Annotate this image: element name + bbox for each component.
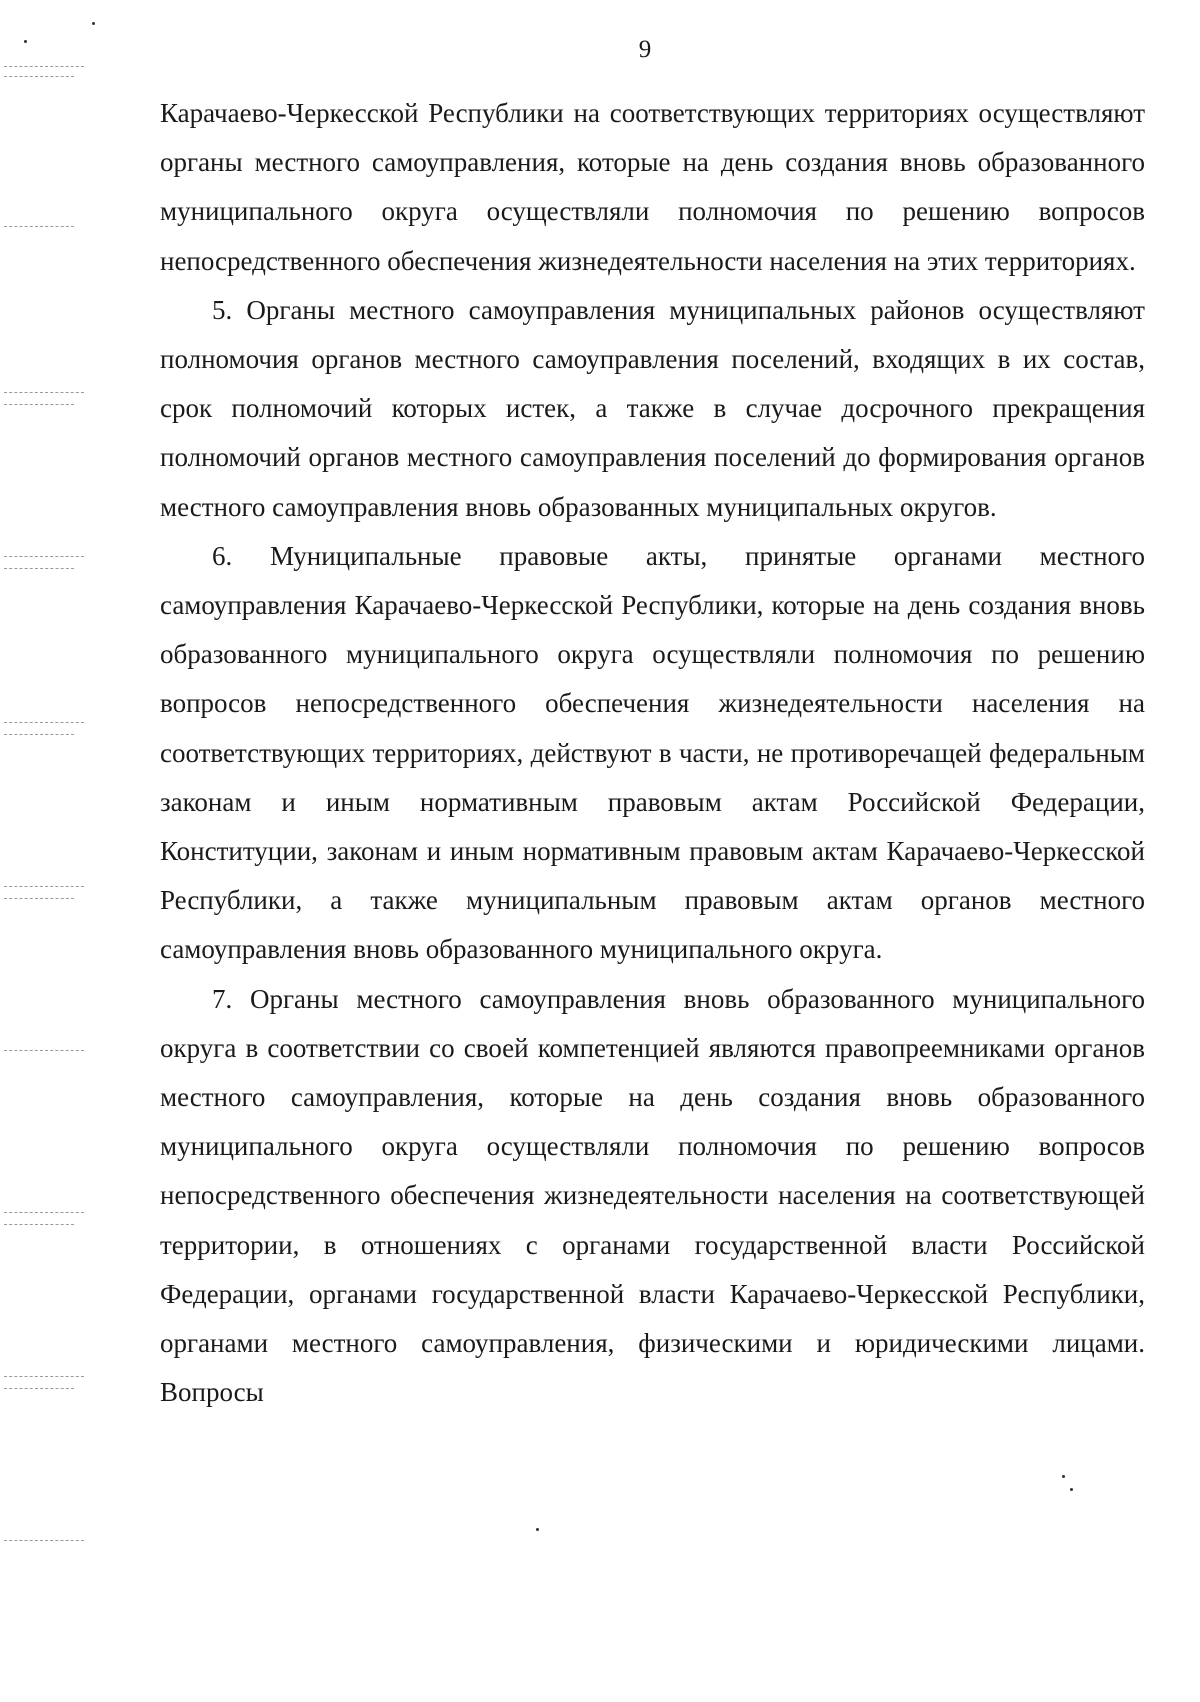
- scan-mark: [4, 568, 74, 569]
- scan-mark: [4, 1376, 84, 1377]
- scan-mark: [4, 722, 84, 723]
- paragraph-6: 6. Муниципальные правовые акты, принятые органами местного самоуправления Карачаево-Черкесской Республики, которые на день создания вновь образованного муниципального округа осуществляли полномочия по решению вопросов непосредственного обеспечения жизнедеятельности населения на соответствующих территориях, действуют в части, не противоречащей федеральным законам и иным нормативным правовым актам Российской Федерации, Конституции, законам и иным нормативным правовым актам Карачаево-Черкесской Республики, а также муниципальным правовым актам органов местного самоуправления вновь образованного муниципального округа.: [160, 540, 1145, 965]
- scan-mark: [4, 1212, 84, 1213]
- scan-mark: [4, 1050, 84, 1051]
- scan-mark: [4, 392, 84, 393]
- scan-mark: [4, 734, 74, 735]
- paragraph-continued: Карачаево-Черкесской Республики на соответствующих территориях осуществляют органы местного самоуправления, которые на день создания вновь образованного муниципального округа осуществляли полномочия по решению вопросов непосредственного обеспечения жизнедеятельности населения на этих территориях.: [160, 98, 1145, 276]
- scan-mark: [4, 556, 84, 557]
- scan-mark: [4, 886, 84, 887]
- scan-mark: [4, 66, 84, 67]
- scan-mark: [4, 1540, 84, 1541]
- scan-mark: [4, 1224, 74, 1225]
- scan-mark: [4, 898, 74, 899]
- paragraph-7: 7. Органы местного самоуправления вновь образованного муниципального округа в соответствии со своей компетенцией являются правопреемниками органов местного самоуправления, которые на день создания вновь образованного муниципального округа осуществляли полномочия по решению вопросов непосредственного обеспечения жизнедеятельности населения на соответствующей территории, в отношениях с органами государственной власти Российской Федерации, органами государственной власти Карачаево-Черкесской Республики, органами местного самоуправления, физическими и юридическими лицами. Вопросы: [160, 983, 1145, 1408]
- scan-dot: [536, 1528, 539, 1531]
- scan-dot: [92, 22, 95, 25]
- page-number: 9: [638, 36, 652, 63]
- scan-mark: [4, 76, 74, 77]
- paragraph-5: 5. Органы местного самоуправления муниципальных районов осуществляют полномочия органов местного самоуправления поселений, входящих в их состав, срок полномочий которых истек, а также в случае досрочного прекращения полномочий органов местного самоуправления поселений до формирования органов местного самоуправления вновь образованных муниципальных округов.: [160, 294, 1145, 522]
- scan-margin-marks: [0, 0, 90, 1702]
- document-body: [160, 89, 1145, 1417]
- scan-dot: [1070, 1488, 1073, 1491]
- scan-dot: [1062, 1475, 1065, 1478]
- scan-mark: [4, 404, 74, 405]
- scan-mark: [4, 226, 74, 227]
- scan-mark: [4, 1388, 74, 1389]
